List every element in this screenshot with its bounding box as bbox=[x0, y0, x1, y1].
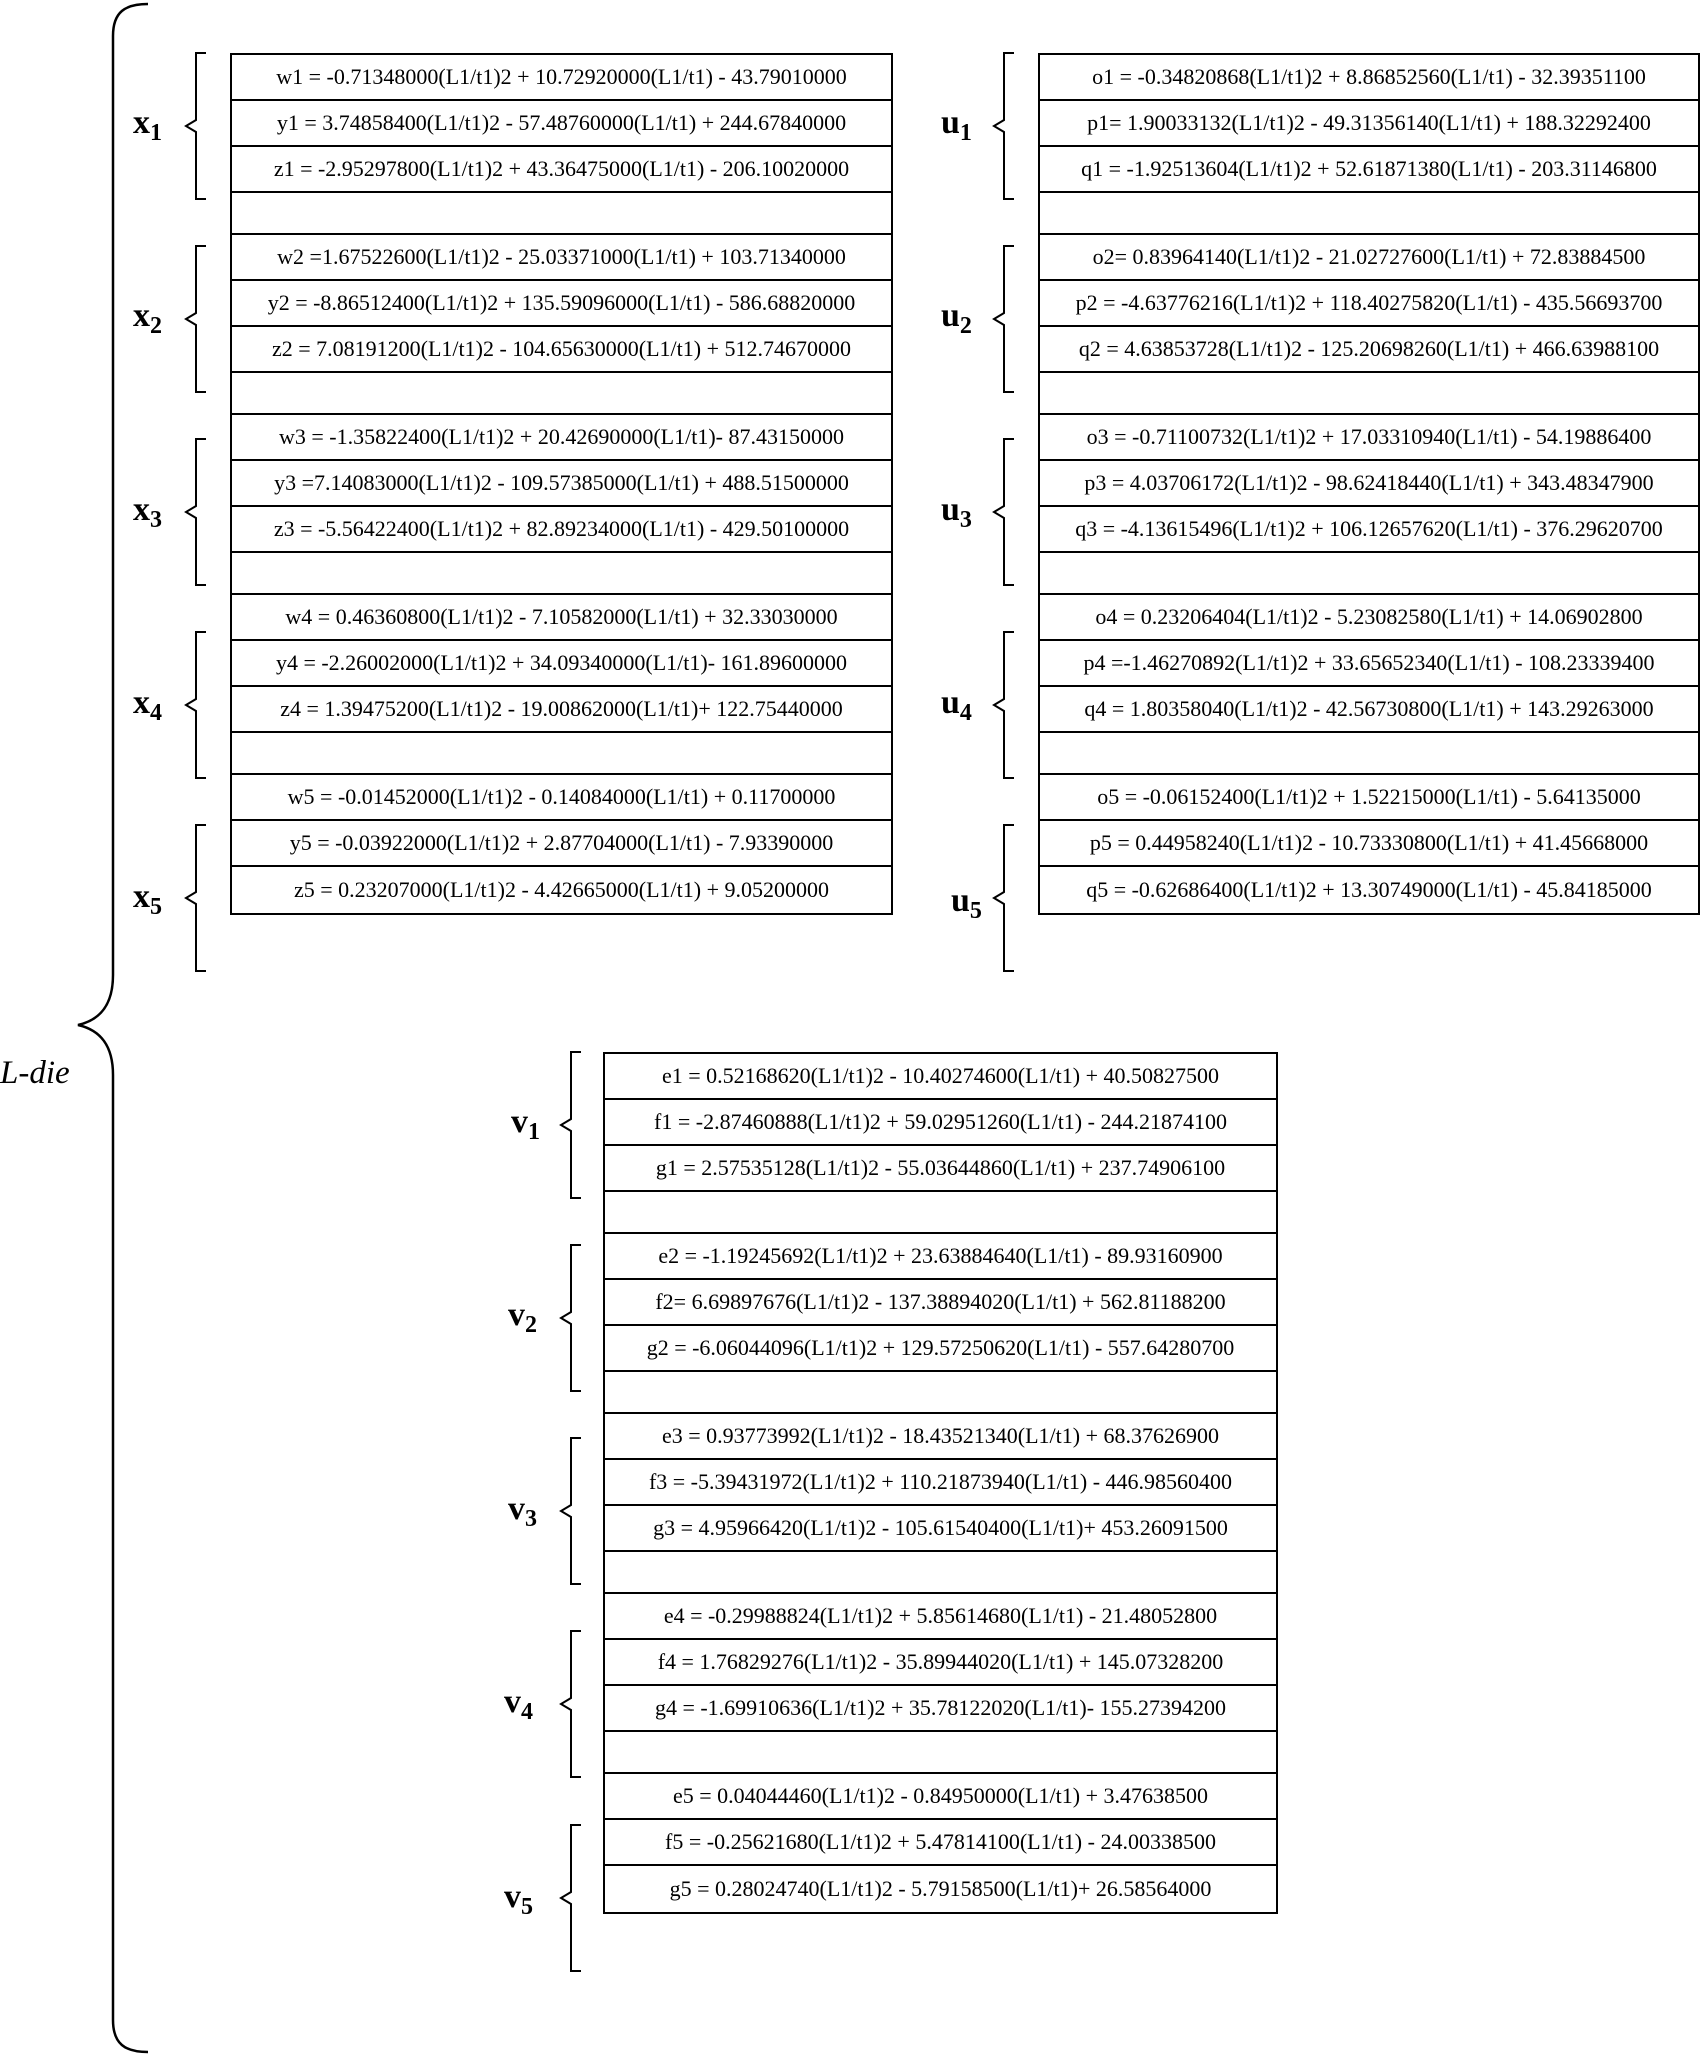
equation-row: w5 = -0.01452000(L1/t1)2 - 0.14084000(L1/t1) + 0.11700000 bbox=[232, 775, 891, 821]
equation-row: y3 =7.14083000(L1/t1)2 - 109.57385000(L1/t1) + 488.51500000 bbox=[232, 461, 891, 507]
equation-row: p2 = -4.63776216(L1/t1)2 + 118.40275820(L1/t1) - 435.56693700 bbox=[1040, 281, 1698, 327]
group-label-u1: $u_1$ bbox=[941, 104, 972, 147]
equation-row: w2 =1.67522600(L1/t1)2 - 25.03371000(L1/t1) + 103.71340000 bbox=[232, 235, 891, 281]
equation-row: w4 = 0.46360800(L1/t1)2 - 7.10582000(L1/t1) + 32.33030000 bbox=[232, 595, 891, 641]
spacer-row bbox=[1040, 193, 1698, 235]
equation-row: p1= 1.90033132(L1/t1)2 - 49.31356140(L1/t1) + 188.32292400 bbox=[1040, 101, 1698, 147]
spacer-row bbox=[1040, 373, 1698, 415]
group-label-v4: $v_4$ bbox=[504, 1683, 533, 1726]
equation-row: e5 = 0.04044460(L1/t1)2 - 0.84950000(L1/t1) + 3.47638500 bbox=[605, 1774, 1276, 1820]
group-label-v1: $v_1$ bbox=[511, 1103, 540, 1146]
equation-row: f3 = -5.39431972(L1/t1)2 + 110.21873940(L1/t1) - 446.98560400 bbox=[605, 1460, 1276, 1506]
equation-row: w1 = -0.71348000(L1/t1)2 + 10.72920000(L1/t1) - 43.79010000 bbox=[232, 55, 891, 101]
equation-row: o2= 0.83964140(L1/t1)2 - 21.02727600(L1/t1) + 72.83884500 bbox=[1040, 235, 1698, 281]
equation-row: z5 = 0.23207000(L1/t1)2 - 4.42665000(L1/t1) + 9.05200000 bbox=[293, 877, 830, 902]
root-label: L-die bbox=[0, 1055, 70, 1091]
spacer-row bbox=[232, 553, 891, 595]
equation-row: f2= 6.69897676(L1/t1)2 - 137.38894020(L1/t1) + 562.81188200 bbox=[605, 1280, 1276, 1326]
equation-row: g5 = 0.28024740(L1/t1)2 - 5.79158500(L1/t1)+ 26.58564000 bbox=[669, 1876, 1212, 1901]
equation-row: y4 = -2.26002000(L1/t1)2 + 34.09340000(L1/t1)- 161.89600000 bbox=[232, 641, 891, 687]
equation-row: z1 = -2.95297800(L1/t1)2 + 43.36475000(L1/t1) - 206.10020000 bbox=[232, 147, 891, 193]
equation-row: q1 = -1.92513604(L1/t1)2 + 52.61871380(L1/t1) - 203.31146800 bbox=[1040, 147, 1698, 193]
group-label-x2: $x_2$ bbox=[133, 297, 162, 340]
group-label-u3: $u_3$ bbox=[941, 491, 972, 534]
equation-row: z2 = 7.08191200(L1/t1)2 - 104.65630000(L1/t1) + 512.74670000 bbox=[232, 327, 891, 373]
spacer-row bbox=[232, 373, 891, 415]
equation-row: g2 = -6.06044096(L1/t1)2 + 129.57250620(L1/t1) - 557.64280700 bbox=[605, 1326, 1276, 1372]
spacer-row bbox=[232, 733, 891, 775]
equation-row: q4 = 1.80358040(L1/t1)2 - 42.56730800(L1/t1) + 143.29263000 bbox=[1040, 687, 1698, 733]
equation-row: z3 = -5.56422400(L1/t1)2 + 82.89234000(L1/t1) - 429.50100000 bbox=[232, 507, 891, 553]
equation-row: y2 = -8.86512400(L1/t1)2 + 135.59096000(L1/t1) - 586.68820000 bbox=[232, 281, 891, 327]
equation-row: f5 = -0.25621680(L1/t1)2 + 5.47814100(L1/t1) - 24.00338500 bbox=[605, 1820, 1276, 1866]
equation-row: e4 = -0.29988824(L1/t1)2 + 5.85614680(L1/t1) - 21.48052800 bbox=[605, 1594, 1276, 1640]
v-table bbox=[603, 1052, 1278, 1914]
spacer-row bbox=[605, 1192, 1276, 1234]
group-label-u5: $u_5$ bbox=[951, 882, 982, 925]
equation-row: o4 = 0.23206404(L1/t1)2 - 5.23082580(L1/t1) + 14.06902800 bbox=[1040, 595, 1698, 641]
group-label-v5: $v_5$ bbox=[504, 1878, 533, 1921]
equation-row: e2 = -1.19245692(L1/t1)2 + 23.63884640(L1/t1) - 89.93160900 bbox=[605, 1234, 1276, 1280]
equation-row: z4 = 1.39475200(L1/t1)2 - 19.00862000(L1/t1)+ 122.75440000 bbox=[232, 687, 891, 733]
equation-row: w3 = -1.35822400(L1/t1)2 + 20.42690000(L1/t1)- 87.43150000 bbox=[232, 415, 891, 461]
equation-row: p3 = 4.03706172(L1/t1)2 - 98.62418440(L1/t1) + 343.48347900 bbox=[1040, 461, 1698, 507]
spacer-row bbox=[1040, 733, 1698, 775]
spacer-row bbox=[605, 1552, 1276, 1594]
group-label-v2: $v_2$ bbox=[508, 1296, 537, 1339]
equation-row: g4 = -1.69910636(L1/t1)2 + 35.78122020(L1/t1)- 155.27394200 bbox=[605, 1686, 1276, 1732]
equation-row: g1 = 2.57535128(L1/t1)2 - 55.03644860(L1/t1) + 237.74906100 bbox=[605, 1146, 1276, 1192]
spacer-row bbox=[1040, 553, 1698, 595]
equation-row: e3 = 0.93773992(L1/t1)2 - 18.43521340(L1/t1) + 68.37626900 bbox=[605, 1414, 1276, 1460]
spacer-row bbox=[605, 1732, 1276, 1774]
equation-row: g3 = 4.95966420(L1/t1)2 - 105.61540400(L1/t1)+ 453.26091500 bbox=[605, 1506, 1276, 1552]
equation-row: o1 = -0.34820868(L1/t1)2 + 8.86852560(L1/t1) - 32.39351100 bbox=[1040, 55, 1698, 101]
spacer-row bbox=[232, 193, 891, 235]
equation-row: o5 = -0.06152400(L1/t1)2 + 1.52215000(L1/t1) - 5.64135000 bbox=[1040, 775, 1698, 821]
group-label-u4: $u_4$ bbox=[941, 684, 972, 727]
equation-row: y5 = -0.03922000(L1/t1)2 + 2.87704000(L1/t1) - 7.93390000 bbox=[232, 821, 891, 867]
group-label-x5: $x_5$ bbox=[133, 878, 162, 921]
equation-row: f4 = 1.76829276(L1/t1)2 - 35.89944020(L1/t1) + 145.07328200 bbox=[605, 1640, 1276, 1686]
group-label-x4: $x_4$ bbox=[133, 684, 162, 727]
spacer-row bbox=[605, 1372, 1276, 1414]
group-label-u2: $u_2$ bbox=[941, 297, 972, 340]
equation-row: y1 = 3.74858400(L1/t1)2 - 57.48760000(L1/t1) + 244.67840000 bbox=[232, 101, 891, 147]
equation-row: q2 = 4.63853728(L1/t1)2 - 125.20698260(L1/t1) + 466.63988100 bbox=[1040, 327, 1698, 373]
u-table bbox=[1038, 53, 1700, 915]
equation-row: p5 = 0.44958240(L1/t1)2 - 10.73330800(L1/t1) + 41.45668000 bbox=[1040, 821, 1698, 867]
equation-row: q5 = -0.62686400(L1/t1)2 + 13.30749000(L1/t1) - 45.84185000 bbox=[1086, 877, 1652, 902]
equation-row: e1 = 0.52168620(L1/t1)2 - 10.40274600(L1/t1) + 40.50827500 bbox=[605, 1054, 1276, 1100]
x-table-1 bbox=[230, 53, 893, 915]
group-label-x3: $x_3$ bbox=[133, 491, 162, 534]
equation-row: p4 =-1.46270892(L1/t1)2 + 33.65652340(L1/t1) - 108.23339400 bbox=[1040, 641, 1698, 687]
group-label-v3: $v_3$ bbox=[508, 1490, 537, 1533]
equation-row: q3 = -4.13615496(L1/t1)2 + 106.12657620(L1/t1) - 376.29620700 bbox=[1040, 507, 1698, 553]
equation-row: f1 = -2.87460888(L1/t1)2 + 59.02951260(L1/t1) - 244.21874100 bbox=[605, 1100, 1276, 1146]
equation-row: o3 = -0.71100732(L1/t1)2 + 17.03310940(L1/t1) - 54.19886400 bbox=[1040, 415, 1698, 461]
group-label-x1: $x_1$ bbox=[133, 104, 162, 147]
